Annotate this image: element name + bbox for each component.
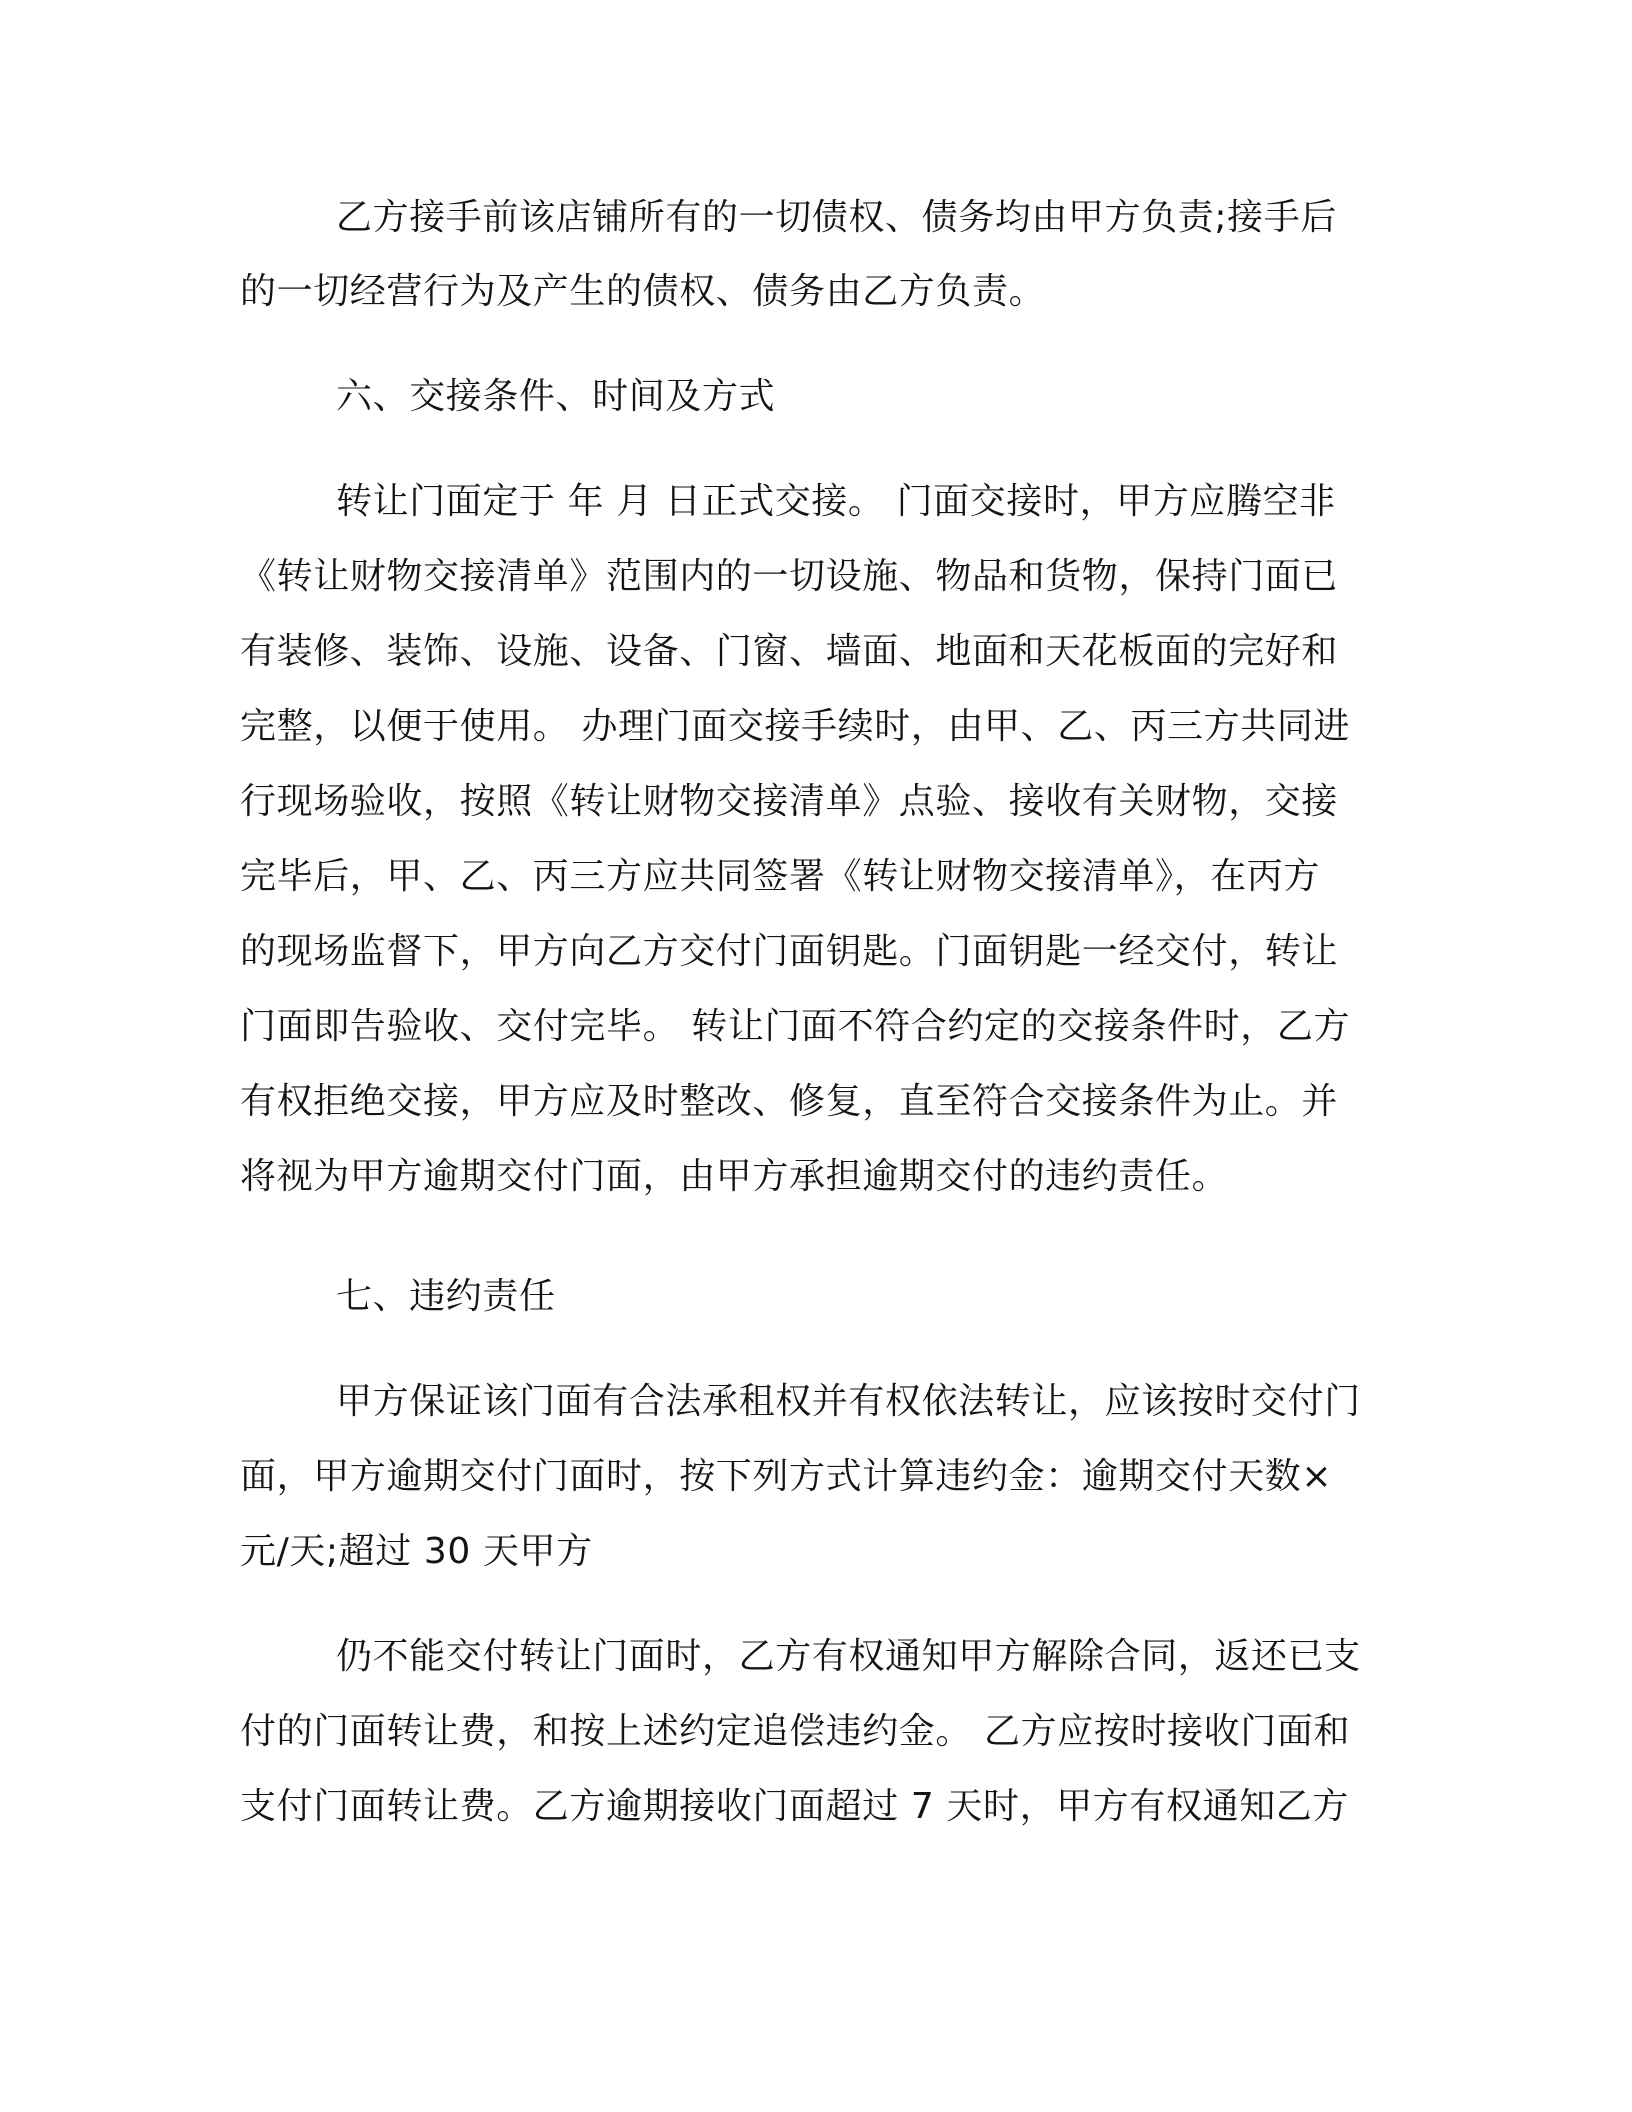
text-line: 甲方保证该门面有合法承租权并有权依法转让，应该按时交付门 <box>336 1381 1361 1422</box>
text-line: 门面即告验收、交付完毕。 转让门面不符合约定的交接条件时，乙方 <box>240 1006 1351 1047</box>
text-line: 将视为甲方逾期交付门面，由甲方承担逾期交付的违约责任。 <box>240 1156 1229 1197</box>
text-line: 仍不能交付转让门面时，乙方有权通知甲方解除合同，返还已支 <box>336 1636 1361 1677</box>
section-heading-liability: 七、违约责任 <box>336 1276 556 1317</box>
text-line: 的现场监督下，甲方向乙方交付门面钥匙。门面钥匙一经交付，转让 <box>240 931 1339 972</box>
text-line: 的一切经营行为及产生的债权、债务由乙方负责。 <box>240 271 1046 312</box>
text-line: 《转让财物交接清单》范围内的一切设施、物品和货物，保持门面已 <box>240 556 1339 597</box>
text-line: 转让门面定于 年 月 日正式交接。 门面交接时，甲方应腾空非 <box>336 481 1336 522</box>
text-line: 面，甲方逾期交付门面时，按下列方式计算违约金：逾期交付天数× <box>240 1456 1333 1497</box>
text-line: 付的门面转让费，和按上述约定追偿违约金。 乙方应按时接收门面和 <box>240 1711 1351 1752</box>
text-line: 元/天;超过 30 天甲方 <box>240 1531 593 1572</box>
text-line: 完整，以便于使用。 办理门面交接手续时，由甲、乙、丙三方共同进 <box>240 706 1351 747</box>
text-line: 行现场验收，按照《转让财物交接清单》点验、接收有关财物，交接 <box>240 781 1339 822</box>
text-line: 乙方接手前该店铺所有的一切债权、债务均由甲方负责;接手后 <box>336 197 1337 238</box>
text-line: 有权拒绝交接，甲方应及时整改、修复，直至符合交接条件为止。并 <box>240 1081 1339 1122</box>
text-line: 完毕后，甲、乙、丙三方应共同签署《转让财物交接清单》，在丙方 <box>240 856 1321 897</box>
text-line: 有装修、装饰、设施、设备、门窗、墙面、地面和天花板面的完好和 <box>240 631 1339 672</box>
text-line: 支付门面转让费。乙方逾期接收门面超过 7 天时，甲方有权通知乙方 <box>240 1786 1349 1827</box>
section-heading-handover: 六、交接条件、时间及方式 <box>336 376 776 417</box>
